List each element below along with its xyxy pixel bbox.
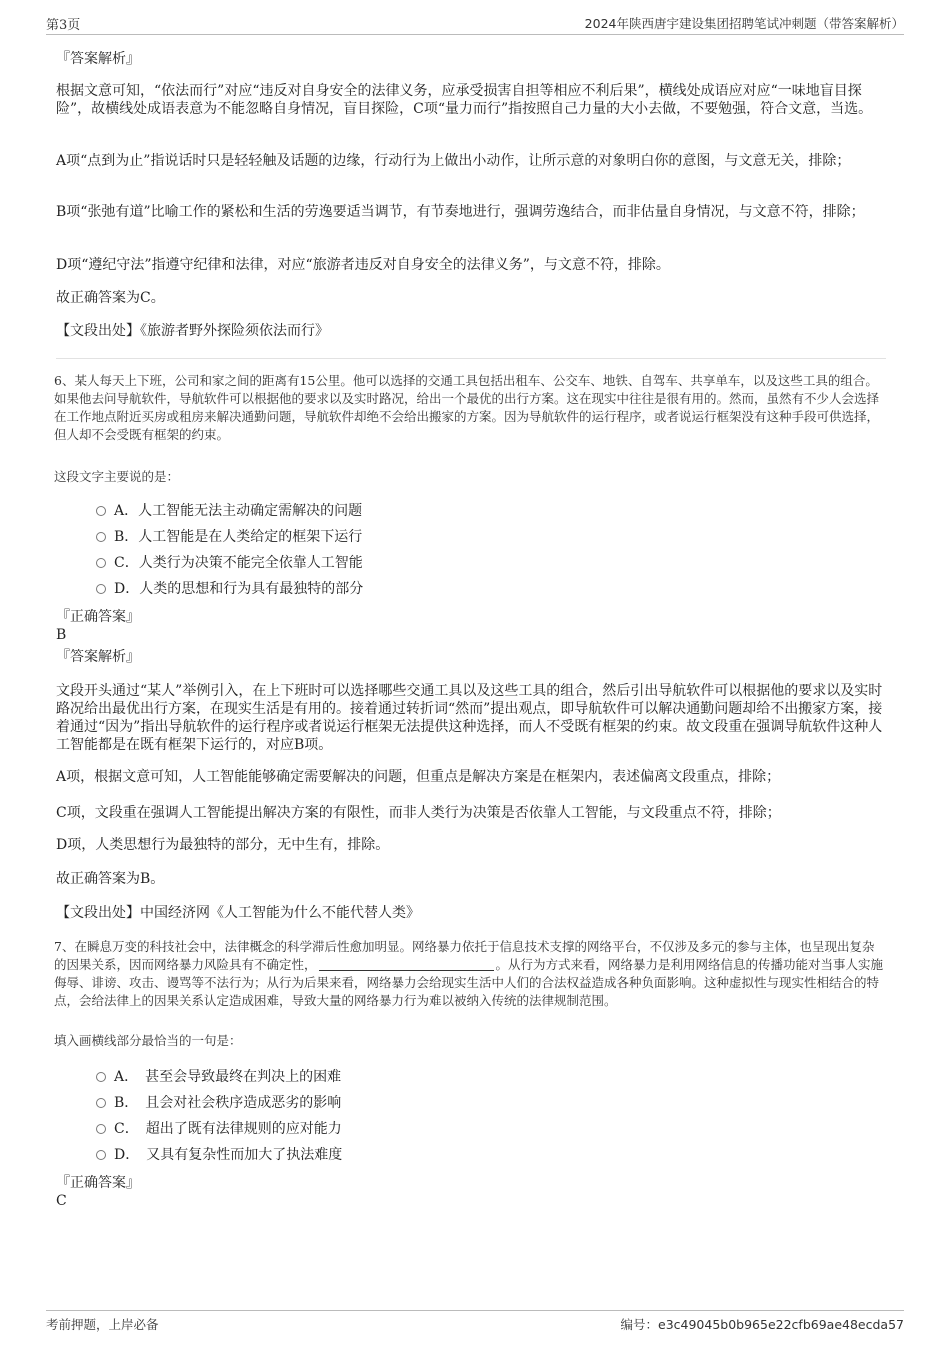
q6-analysis-option-a: A项，根据文意可知，人工智能能够确定需要解决的问题，但重点是解决方案是在框架内，表述偏离文段重点，排除； [56,769,781,785]
code-label: 编号： [620,1317,658,1332]
q5-analysis-option-a: A项“点到为止”指说话时只是轻轻触及话题的边缘，行动行为上做出小动作，让所示意的对象明白你的意图，与文意无关，排除； [56,153,851,169]
page-footer [46,1310,904,1335]
q6-source: 【文段出处】中国经济网《人工智能为什么不能代替人类》 [56,905,420,921]
fill-in-blank [319,970,494,971]
q6-analysis-paragraph: 文段开头通过“某人”举例引入，在上下班时可以选择哪些交通工具以及这些工具的组合，然后引出导航软件可以根据他的要求以及实时路况给出最优出行方案，在现实生活是有用的。接着通过转折词“然而”提出观点，即导航软件可以解决通勤问题却给不出搬家方案，接着通过“因为”指出导航软件的运行程序或者说运行框架无法提供这种选择，而人不受既有框架的约束。故文段重在强调导航软件这种人工智能都是在既有框架下运行的，对应B项。 [56,683,883,753]
page-header [46,12,904,35]
option-text: B．人工智能是在人类给定的框架下运行 [114,529,363,545]
q6-option-b[interactable] [96,528,362,546]
q7-option-c[interactable] [96,1120,342,1138]
footer-slogan: 考前押题，上岸必备 [46,1317,159,1332]
q7-stem-after: 。从行为方式来看，网络暴力是利用网络信息的传播功能对当事人实施侮辱、诽谤、攻击、谩骂等不法行为；从行为后果来看，网络暴力会给现实生活中人们的合法权益造成各种负面影响。这种虚拟性与现实性相结合的特点，会给法律上的因果关系认定造成困难，导致大量的网络暴力行为难以被纳入传统的法律规制范围。 [54,957,884,1008]
q7-option-d[interactable] [96,1146,342,1164]
option-text: A． 甚至会导致最终在判决上的困难 [114,1069,342,1085]
q7-option-b[interactable] [96,1094,341,1112]
option-text: C． 超出了既有法律规则的应对能力 [114,1121,342,1137]
q6-stem: 6、某人每天上下班，公司和家之间的距离有15公里。他可以选择的交通工具包括出租车、公交车、地铁、自驾车、共享单车，以及这些工具的组合。如果他去问导航软件，导航软件可以根据他的要求以及实时路况，给出一个最优的出行方案。这在现实中往往是很有用的。然而，虽然有不少人会选择在工作地点附近买房或租房来解决通勤问题，导航软件却绝不会给出搬家的方案。因为导航软件的运行程序，或者说运行框架没有这种手段可供选择，但人却不会受既有框架的约束。 [54,373,880,442]
radio-icon[interactable] [96,532,106,542]
code-value: e3c49045b0b965e22cfb69ae48ecda57 [658,1317,904,1332]
q6-option-d[interactable] [96,580,363,598]
q5-analysis-label: 『答案解析』 [56,51,140,67]
q5-source: 【文段出处】《旅游者野外探险须依法而行》 [56,323,329,339]
q7-answer-label: 『正确答案』 [56,1175,140,1191]
radio-icon[interactable] [96,584,106,594]
radio-icon[interactable] [96,1150,106,1160]
document-title: 2024年陕西唐宇建设集团招聘笔试冲刺题（带答案解析） [584,16,904,31]
q6-answer: B [56,627,67,643]
q6-analysis-option-d: D项，人类思想行为最独特的部分，无中生有，排除。 [56,837,390,853]
q6-option-c[interactable] [96,554,363,572]
divider [56,358,886,359]
radio-icon[interactable] [96,1124,106,1134]
q7-option-a[interactable] [96,1068,341,1086]
page-number: 第3页 [46,18,81,33]
q6-analysis-option-c: C项，文段重在强调人工智能提出解决方案的有限性，而非人类行为决策是否依靠人工智能，与文段重点不符，排除； [56,805,781,821]
option-text: A．人工智能无法主动确定需解决的问题 [114,503,363,519]
q7-answer: C [56,1193,67,1209]
q5-analysis-option-d: D项“遵纪守法”指遵守纪律和法律，对应“旅游者违反对自身安全的法律义务”，与文意不符，排除。 [56,257,670,273]
radio-icon[interactable] [96,1098,106,1108]
option-text: B． 且会对社会秩序造成恶劣的影响 [114,1095,342,1111]
q6-conclusion: 故正确答案为B。 [56,871,165,887]
q5-analysis-option-b: B项“张弛有道”比喻工作的紧松和生活的劳逸要适当调节，有节奏地进行，强调劳逸结合，而非估量自身情况，与文意不符，排除； [56,204,865,220]
q5-analysis-paragraph: 根据文意可知，“依法而行”对应“违反对自身安全的法律义务，应承受损害自担等相应不利后果”，横线处成语应对应“一味地盲目探险”，故横线处成语表意为不能忽略自身情况，盲目探险，C项“量力而行”指按照自己力量的大小去做，不要勉强，符合文意，当选。 [56,83,873,117]
radio-icon[interactable] [96,558,106,568]
q7-prompt: 填入画横线部分最恰当的一句是： [54,1033,242,1048]
option-text: D．人类的思想和行为具有最独特的部分 [114,581,364,597]
q6-prompt: 这段文字主要说的是： [54,469,180,484]
option-text: D． 又具有复杂性而加大了执法难度 [114,1147,343,1163]
q6-analysis-label: 『答案解析』 [56,649,140,665]
q6-answer-label: 『正确答案』 [56,609,140,625]
document-code [620,1315,904,1333]
q6-option-a[interactable] [96,502,362,520]
q5-conclusion: 故正确答案为C。 [56,290,165,306]
q7-stem [54,938,884,1010]
radio-icon[interactable] [96,1072,106,1082]
radio-icon[interactable] [96,506,106,516]
q7-stem-before: 7、在瞬息万变的科技社会中，法律概念的科学滞后性愈加明显。网络暴力依托于信息技术支撑的网络平台，不仅涉及多元的参与主体，也呈现出复杂的因果关系，因而网络暴力风险具有不确定性， [54,939,875,972]
option-text: C．人类行为决策不能完全依靠人工智能 [114,555,363,571]
